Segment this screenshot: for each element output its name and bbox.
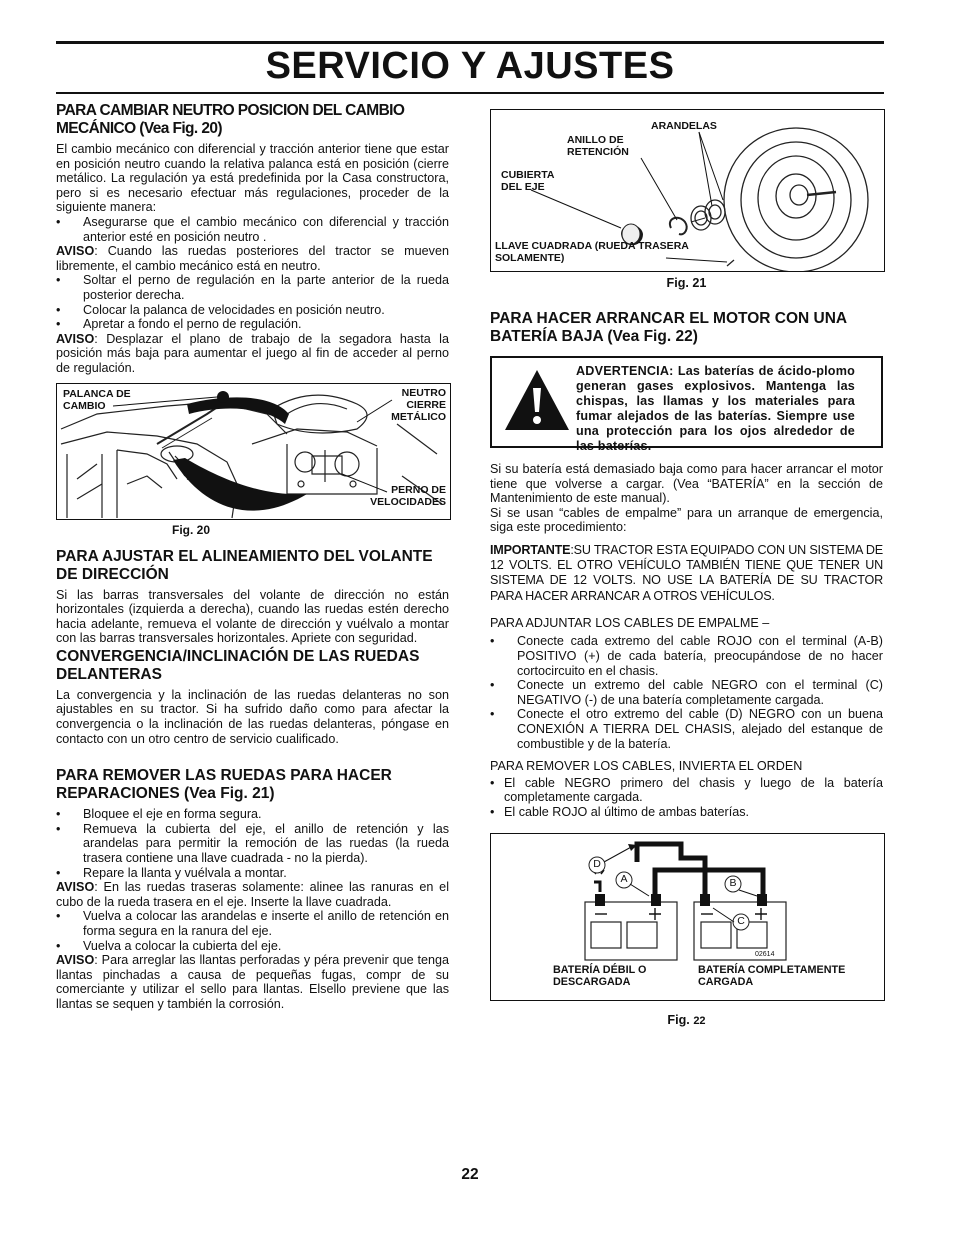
figure-caption <box>490 1013 883 1027</box>
section-heading: PARA REMOVER LAS RUEDAS PARA HACER REPARACIONES (Vea Fig. 21) <box>56 767 392 803</box>
section-heading: CONVERGENCIA/INCLINACIÓN DE LAS RUEDAS DELANTERAS <box>56 647 420 683</box>
section-volante <box>56 548 449 646</box>
label-palanca: PALANCA DE CAMBIO <box>63 387 131 412</box>
page-number: 22 <box>461 1166 479 1183</box>
aviso-text: : Desplazar el plano de trabajo de la segadora hasta la posición más baja para aumentar el juego al fin de acceder al perno de regulación. <box>56 331 449 375</box>
label-cubierta: CUBIERTA DEL EJE <box>501 169 555 193</box>
paragraph: La convergencia y la inclinación de las ruedas delanteras no son ajustables en su tractor. Si ha sufrido daño como para afectar la convergencia o la inclinación de las ruedas delanteras, póngase en contacto con un otro centro de servicio cualificado. <box>56 687 449 746</box>
aviso-note <box>56 953 449 1011</box>
paragraph: Si se usan “cables de empalme” para un arranque de emergencia, siga este procedimiento: <box>490 505 883 535</box>
list-item: • Vuelva a colocar la cubierta del eje. <box>56 939 449 954</box>
list-item: • Repare la llanta y vuélvala a montar. <box>56 866 449 881</box>
bullet-list <box>56 215 449 244</box>
aviso-label: AVISO <box>56 880 95 895</box>
label-llave: LLAVE CUADRADA (RUEDA TRASERA SOLAMENTE) <box>495 240 689 264</box>
aviso-note <box>56 244 449 273</box>
warning-box <box>490 356 883 453</box>
caption-prefix: Fig. <box>667 1012 690 1027</box>
list-item: • Conecte un extremo del cable NEGRO con el terminal (C) NEGATIVO (-) de una batería completamente cargada. <box>490 678 883 707</box>
section-heading: PARA AJUSTAR EL ALINEAMIENTO DEL VOLANTE DE DIRECCIÓN <box>56 547 433 583</box>
aviso-text: : Cuando las ruedas posteriores del tractor se mueven libremente, el cambio mecánico está en neutro. <box>56 244 449 273</box>
list-item: • El cable NEGRO primero del chasis y luego de la batería completamente cargada. <box>490 776 883 805</box>
part-number: 02614 <box>755 950 775 958</box>
marker-c: C <box>737 914 745 927</box>
list-item: • El cable ROJO al último de ambas baterías. <box>490 805 883 820</box>
figure-22 <box>490 833 885 1001</box>
paragraph: El cambio mecánico con diferencial y tracción anterior tiene que estar en posición neutro cuando la relativa palanca está en posición (cierre metálico. La regulación ya está predefinida por la Casa constructora, pero si es necesario efectuar más regulaciones, proceder de la siguiente manera: <box>56 142 449 215</box>
list-item: • Conecte cada extremo del cable ROJO con el terminal (A-B) POSITIVO (+) de cada batería, preocupándose de no hacer cortocircuito en el chasis. <box>490 634 883 678</box>
label-anillo: ANILLO DE RETENCIÓN <box>567 134 629 158</box>
bullet-list <box>56 909 449 953</box>
left-column <box>56 100 449 1012</box>
paragraph: Si su batería está demasiado baja como para hacer arrancar el motor tiene que volverse a cargar. (Vea “BATERÍA” en la sección de Mantenimiento de este manual). <box>490 462 883 506</box>
section-convergencia <box>56 648 449 746</box>
label-arandelas: ARANDELAS <box>651 120 717 132</box>
marker-a: A <box>620 872 628 885</box>
important-text: :SU TRACTOR ESTA EQUIPADO CON UN SISTEMA DE 12 VOLTS. EL OTRO VEHÍCULO TAMBIÉN TIENE QUE TENER UN SISTEMA DE 12 VOLTS. NO USE LA BATERÍA DE SU TRACTOR PARA HACER ARRANCAR A OTROS VEHÍCULOS. <box>490 542 883 603</box>
aviso-note <box>56 332 449 376</box>
caption-number: 22 <box>693 1014 706 1027</box>
paragraph: Si las barras transversales del volante de dirección no están horizontales (izquierda a derecha), cuando las ruedas estén derecho hacia adelante, remueva el volante de dirección y vuélvalo a montar con las barras transversales horizontales. Apriete con seguridad. <box>56 587 449 646</box>
bullet-list <box>56 807 449 880</box>
label-charged-battery: BATERÍA COMPLETAMENTE CARGADA <box>698 963 846 988</box>
figure-caption: Fig. 20 <box>171 522 210 537</box>
bullet-list <box>490 776 883 820</box>
right-column <box>490 109 883 1027</box>
list-item: • Conecte el otro extremo del cable (D) NEGRO con un buena CONEXIÓN A TIERRA DEL CHASIS, alejado del estanque de combustible y de la batería. <box>490 707 883 751</box>
aviso-label: AVISO <box>56 331 95 346</box>
list-item: • Vuelva a colocar las arandelas e inserte el anillo de retención en forma segura en la ranura del eje. <box>56 909 449 938</box>
section-ruedas <box>56 767 449 1011</box>
title-rule <box>56 92 884 94</box>
aviso-note <box>56 880 449 909</box>
warning-text: ADVERTENCIA: Las baterías de ácido-plomo generan gases explosivos. Mantenga las chispas, las llamas y los materiales para fumar alejados de las baterías. Siempre use una protección para los ojos alrededor de las baterías. <box>576 364 855 453</box>
figure-21 <box>490 109 885 272</box>
list-item: • Soltar el perno de regulación en la parte anterior de la rueda posterior derecha. <box>56 273 449 302</box>
paragraph: PARA ADJUNTAR LOS CABLES DE EMPALME – <box>490 615 770 630</box>
label-weak-battery: BATERÍA DÉBIL O DESCARGADA <box>553 963 647 988</box>
figure-caption: Fig. 21 <box>666 276 707 290</box>
marker-d: D <box>593 857 601 870</box>
label-perno: PERNO DE VELOCIDADES <box>370 483 446 508</box>
bullet-list <box>490 634 883 751</box>
aviso-label: AVISO <box>56 244 95 259</box>
aviso-label: AVISO <box>56 953 95 968</box>
list-item: • Asegurarse que el cambio mecánico con diferencial y tracción anterior esté en posición neutro . <box>56 215 449 244</box>
important-label: IMPORTANTE <box>490 542 571 557</box>
list-item: • Remueva la cubierta del eje, el anillo de retención y las arandelas para permitir la remoción de las ruedas (la rueda trasera contiene una llave cuadrada - no la pierda). <box>56 822 449 866</box>
aviso-text: : Para arreglar las llantas perforadas y péra prevenir que tenga llantas pinchadas a causa de pequeñas fugas, compr de su comerciante y utilizar el sello para llantas. Elsello previene que las llantas se sequen y también la corrosión. <box>56 953 449 1011</box>
label-neutro: NEUTRO CIERRE METÁLICO <box>391 386 446 423</box>
page-title: SERVICIO Y AJUSTES <box>265 45 675 87</box>
paragraph: PARA REMOVER LOS CABLES, INVIERTA EL ORDEN <box>490 759 803 774</box>
section-heading: PARA CAMBIAR NEUTRO POSICION DEL CAMBIO MECÁNICO (Vea Fig. 20) <box>56 102 405 137</box>
section-heading: PARA HACER ARRANCAR EL MOTOR CON UNA BATERÍA BAJA (Vea Fig. 22) <box>490 310 847 345</box>
list-item: • Bloquee el eje en forma segura. <box>56 807 449 822</box>
section-neutro <box>56 102 449 376</box>
bullet-list <box>56 273 449 331</box>
marker-b: B <box>729 876 737 889</box>
section-bateria <box>490 310 883 820</box>
important-note <box>490 543 883 604</box>
list-item: • Apretar a fondo el perno de regulación. <box>56 317 449 332</box>
warning-icon <box>502 366 572 436</box>
aviso-text: : En las ruedas traseras solamente: alinee las ranuras en el cubo de la rueda trasera en el eje. Inserte la llave cuadrada. <box>56 880 449 909</box>
figure-20 <box>56 383 451 520</box>
list-item: • Colocar la palanca de velocidades en posición neutro. <box>56 303 449 318</box>
